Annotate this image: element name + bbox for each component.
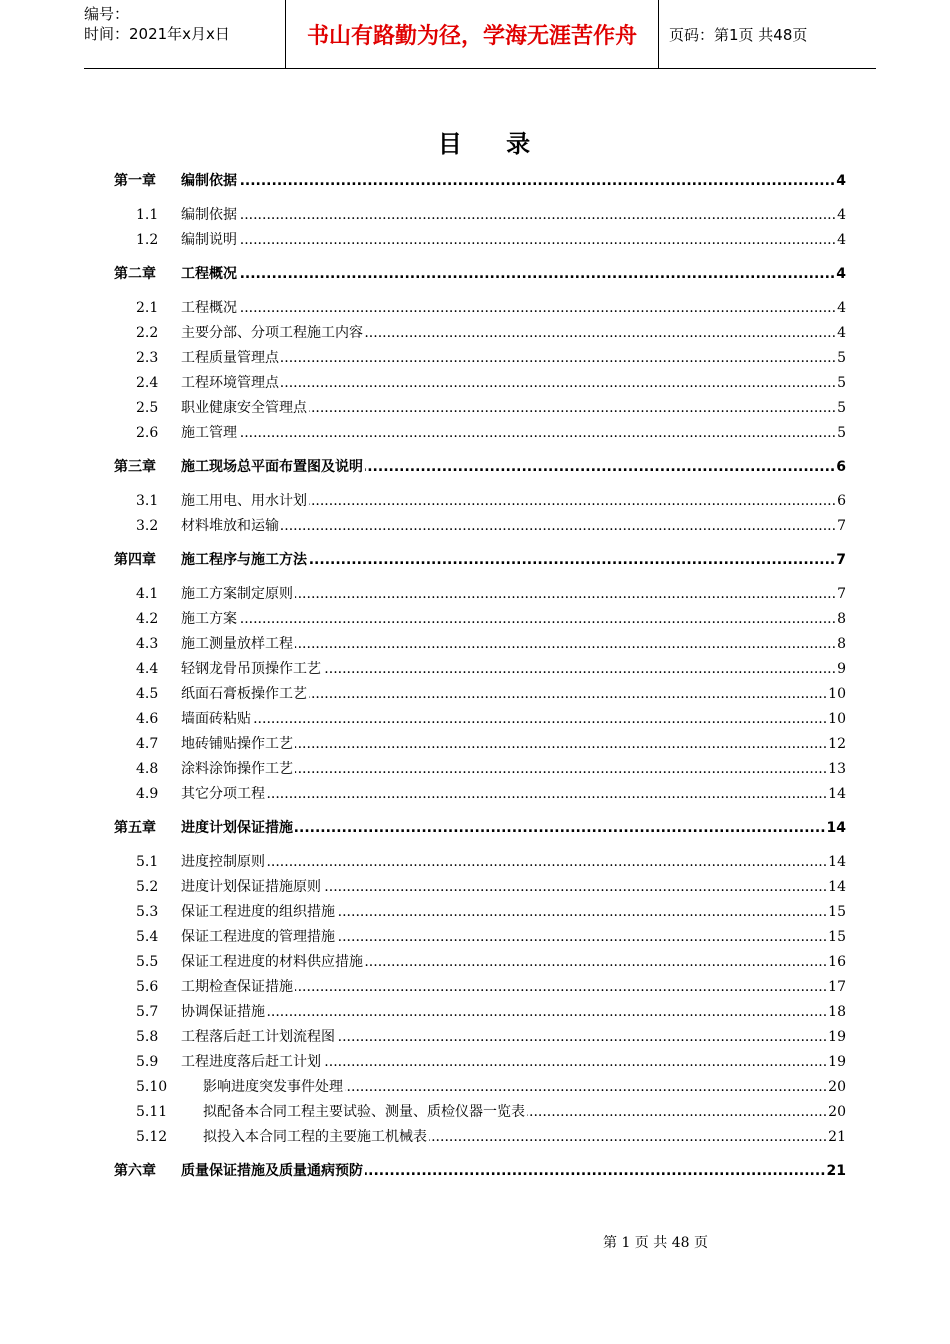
toc-entry-label: 进度计划保证措施原则 [181,879,321,895]
toc-dot-leader [295,759,827,779]
toc-entry-page: 12 [828,736,846,752]
toc-dot-leader [527,1102,827,1122]
toc-entry-page: 8 [837,636,846,652]
toc-section-entry[interactable] [0,398,950,418]
toc-entry-label: 工期检查保证措施 [181,979,293,995]
toc-dot-leader [267,852,827,872]
toc-entry-label: 施工方案制定原则 [181,586,293,602]
toc-chapter-entry[interactable] [0,1161,950,1181]
toc-entry-page: 17 [828,979,846,995]
toc-entry-number: 2.5 [136,400,159,416]
toc-entry-page: 4 [837,300,846,316]
toc-dot-leader [337,902,827,922]
toc-entry-label: 拟配备本合同工程主要试验、测量、质检仪器一览表 [203,1104,525,1120]
toc-section-entry[interactable] [0,952,950,972]
toc-dot-leader [337,1027,827,1047]
toc-section-entry[interactable] [0,205,950,225]
toc-entry-page: 4 [837,207,846,223]
toc-dot-leader [323,877,827,897]
toc-dot-leader [295,734,827,754]
toc-entry-page: 4 [837,232,846,248]
toc-entry-label: 主要分部、分项工程施工内容 [181,325,363,341]
toc-entry-label: 施工程序与施工方法 [181,552,307,568]
toc-entry-label: 协调保证措施 [181,1004,265,1020]
toc-entry-number: 5.7 [136,1004,159,1020]
page-footer: 第 1 页 共 48 页 [603,1235,708,1251]
toc-entry-label: 职业健康安全管理点 [181,400,307,416]
toc-entry-number: 4.8 [136,761,159,777]
toc-entry-label: 施工管理 [181,425,237,441]
toc-section-entry[interactable] [0,977,950,997]
toc-section-entry[interactable] [0,852,950,872]
toc-entry-page: 9 [837,661,846,677]
toc-entry-page: 21 [826,1163,846,1179]
toc-dot-leader [295,818,826,838]
toc-entry-label: 工程落后赶工计划流程图 [181,1029,335,1045]
toc-entry-number: 5.12 [136,1129,168,1145]
toc-entry-page: 5 [837,425,846,441]
toc-dot-leader [323,1052,827,1072]
toc-dot-leader [337,927,827,947]
toc-section-entry[interactable] [0,584,950,604]
toc-section-entry[interactable] [0,1102,950,1122]
toc-entry-label: 编制依据 [181,207,237,223]
toc-entry-number: 2.2 [136,325,159,341]
toc-dot-leader [345,1077,827,1097]
toc-entry-page: 18 [828,1004,846,1020]
toc-entry-page: 7 [837,586,846,602]
toc-entry-number: 3.1 [136,493,159,509]
toc-entry-label: 保证工程进度的组织措施 [181,904,335,920]
toc-entry-page: 15 [828,929,846,945]
toc-dot-leader [239,205,836,225]
toc-dot-leader [365,323,836,343]
toc-entry-number: 5.3 [136,904,159,920]
toc-dot-leader [239,171,835,191]
toc-section-entry[interactable] [0,516,950,536]
toc-entry-number: 4.5 [136,686,159,702]
toc-entry-number: 5.9 [136,1054,159,1070]
toc-section-entry[interactable] [0,298,950,318]
toc-entry-number: 5.8 [136,1029,159,1045]
toc-entry-label: 地砖铺贴操作工艺 [181,736,293,752]
toc-entry-label: 工程进度落后赶工计划 [181,1054,321,1070]
toc-section-entry[interactable] [0,491,950,511]
toc-entry-number: 第三章 [114,459,156,475]
toc-entry-page: 14 [826,820,846,836]
toc-entry-label: 施工方案 [181,611,237,627]
toc-dot-leader [267,1002,827,1022]
toc-entry-number: 5.10 [136,1079,168,1095]
toc-dot-leader [309,684,827,704]
toc-entry-number: 第四章 [114,552,156,568]
header-motto: 书山有路勤为径，学海无涯苦作舟 [285,0,659,68]
toc-dot-leader [281,348,836,368]
toc-entry-number: 5.6 [136,979,159,995]
toc-entry-page: 4 [837,325,846,341]
toc-dot-leader [323,659,836,679]
toc-entry-number: 4.4 [136,661,159,677]
toc-dot-leader [365,1161,826,1181]
toc-entry-page: 5 [837,375,846,391]
toc-entry-label: 墙面砖粘贴 [181,711,251,727]
document-number-label: 编号： [84,5,130,23]
toc-entry-number: 2.4 [136,375,159,391]
toc-entry-number: 第五章 [114,820,156,836]
toc-section-entry[interactable] [0,348,950,368]
toc-section-entry[interactable] [0,684,950,704]
toc-section-entry[interactable] [0,927,950,947]
toc-entry-number: 4.9 [136,786,159,802]
toc-entry-page: 7 [837,518,846,534]
toc-entry-page: 7 [836,552,846,568]
toc-entry-number: 4.3 [136,636,159,652]
toc-entry-page: 19 [828,1054,846,1070]
toc-entry-page: 14 [828,879,846,895]
toc-entry-page: 14 [828,854,846,870]
toc-entry-number: 2.1 [136,300,159,316]
toc-entry-label: 进度计划保证措施 [181,820,293,836]
toc-entry-page: 15 [828,904,846,920]
toc-dot-leader [281,516,836,536]
toc-entry-number: 5.11 [136,1104,168,1120]
toc-dot-leader [295,977,827,997]
toc-section-entry[interactable] [0,609,950,629]
toc-entry-label: 编制依据 [181,173,237,189]
toc-entry-page: 19 [828,1029,846,1045]
toc-entry-number: 4.7 [136,736,159,752]
toc-entry-page: 14 [828,786,846,802]
toc-entry-page: 6 [837,493,846,509]
toc-entry-label: 进度控制原则 [181,854,265,870]
toc-entry-number: 5.1 [136,854,159,870]
toc-entry-number: 4.1 [136,586,159,602]
toc-entry-page: 6 [836,459,846,475]
toc-entry-page: 4 [836,266,846,282]
toc-entry-label: 质量保证措施及质量通病预防 [181,1163,363,1179]
toc-section-entry[interactable] [0,734,950,754]
toc-entry-label: 影响进度突发事件处理 [203,1079,343,1095]
toc-dot-leader [429,1127,827,1147]
toc-entry-label: 施工测量放样工程 [181,636,293,652]
toc-dot-leader [365,952,827,972]
toc-entry-page: 20 [828,1104,846,1120]
toc-dot-leader [365,457,835,477]
toc-dot-leader [295,634,836,654]
toc-entry-label: 工程环境管理点 [181,375,279,391]
toc-dot-leader [239,423,836,443]
toc-section-entry[interactable] [0,1002,950,1022]
header-page-info: 页码：第1页 共48页 [669,25,808,44]
toc-entry-label: 保证工程进度的材料供应措施 [181,954,363,970]
toc-dot-leader [239,264,835,284]
toc-chapter-entry[interactable] [0,171,950,191]
toc-entry-number: 5.2 [136,879,159,895]
toc-title: 目 录 [437,130,549,158]
toc-dot-leader [281,373,836,393]
toc-section-entry[interactable] [0,323,950,343]
toc-entry-page: 10 [828,686,846,702]
toc-chapter-entry[interactable] [0,457,950,477]
toc-dot-leader [295,584,836,604]
toc-section-entry[interactable] [0,784,950,804]
toc-section-entry[interactable] [0,709,950,729]
toc-entry-number: 5.4 [136,929,159,945]
toc-entry-label: 工程质量管理点 [181,350,279,366]
toc-entry-label: 编制说明 [181,232,237,248]
toc-entry-number: 第一章 [114,173,156,189]
toc-entry-page: 5 [837,350,846,366]
toc-entry-label: 保证工程进度的管理措施 [181,929,335,945]
toc-section-entry[interactable] [0,759,950,779]
toc-section-entry[interactable] [0,373,950,393]
toc-entry-page: 16 [828,954,846,970]
toc-entry-page: 21 [828,1129,846,1145]
toc-section-entry[interactable] [0,1077,950,1097]
toc-dot-leader [309,398,836,418]
toc-entry-label: 工程概况 [181,300,237,316]
toc-dot-leader [253,709,827,729]
toc-section-entry[interactable] [0,634,950,654]
toc-entry-number: 4.2 [136,611,159,627]
toc-section-entry[interactable] [0,902,950,922]
toc-entry-number: 1.1 [136,207,159,223]
toc-dot-leader [239,609,836,629]
header-meta [84,0,284,72]
toc-entry-label: 涂料涂饰操作工艺 [181,761,293,777]
toc-entry-number: 2.6 [136,425,159,441]
toc-dot-leader [309,550,835,570]
toc-entry-label: 拟投入本合同工程的主要施工机械表 [203,1129,427,1145]
document-time-label: 时间：2021年x月x日 [84,25,230,43]
toc-entry-page: 20 [828,1079,846,1095]
toc-entry-number: 4.6 [136,711,159,727]
toc-entry-label: 工程概况 [181,266,237,282]
toc-dot-leader [239,230,836,250]
toc-entry-label: 施工用电、用水计划 [181,493,307,509]
toc-entry-number: 5.5 [136,954,159,970]
toc-entry-page: 4 [836,173,846,189]
toc-section-entry[interactable] [0,230,950,250]
toc-section-entry[interactable] [0,1127,950,1147]
toc-dot-leader [267,784,827,804]
toc-entry-label: 纸面石膏板操作工艺 [181,686,307,702]
page-header [84,0,876,69]
toc-entry-label: 其它分项工程 [181,786,265,802]
toc-entry-number: 1.2 [136,232,159,248]
toc-entry-number: 第六章 [114,1163,156,1179]
toc-chapter-entry[interactable] [0,264,950,284]
toc-section-entry[interactable] [0,659,950,679]
toc-chapter-entry[interactable] [0,818,950,838]
toc-entry-page: 10 [828,711,846,727]
toc-section-entry[interactable] [0,1027,950,1047]
toc-entry-page: 13 [828,761,846,777]
toc-entry-number: 第二章 [114,266,156,282]
toc-entry-page: 5 [837,400,846,416]
toc-entry-number: 3.2 [136,518,159,534]
toc-entry-label: 材料堆放和运输 [181,518,279,534]
toc-dot-leader [309,491,836,511]
toc-entry-page: 8 [837,611,846,627]
toc-section-entry[interactable] [0,877,950,897]
toc-entry-number: 2.3 [136,350,159,366]
toc-entry-label: 轻钢龙骨吊顶操作工艺 [181,661,321,677]
toc-chapter-entry[interactable] [0,550,950,570]
toc-section-entry[interactable] [0,1052,950,1072]
toc-section-entry[interactable] [0,423,950,443]
toc-entry-label: 施工现场总平面布置图及说明 [181,459,363,475]
toc-dot-leader [239,298,836,318]
